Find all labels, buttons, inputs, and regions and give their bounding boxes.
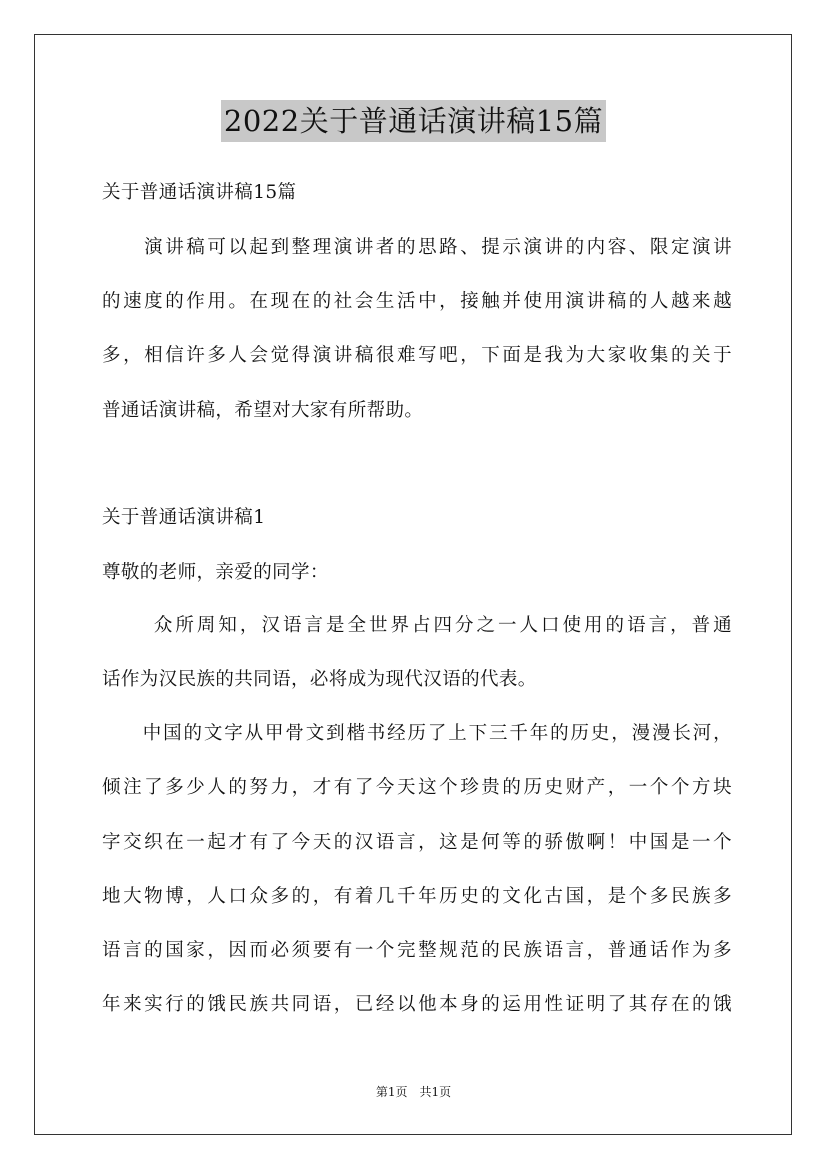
text-line: 演讲稿可以起到整理演讲者的思路、提示演讲的内容、限定演讲 (102, 237, 732, 258)
salutation-line: 尊敬的老师，亲爱的同学： (102, 562, 329, 583)
subtitle-line: 关于普通话演讲稿15篇 (102, 182, 297, 203)
text-line: 众所周知，汉语言是全世界占四分之一人口使用的语言，普通 (102, 615, 732, 636)
text-line: 多，相信许多人会觉得演讲稿很难写吧，下面是我为大家收集的关于 (102, 345, 732, 366)
document-title-text: 2022关于普通话演讲稿15篇 (221, 100, 606, 142)
section-heading: 关于普通话演讲稿1 (102, 507, 266, 528)
document-title (0, 100, 827, 142)
text-line: 中国的文字从甲骨文到楷书经历了上下三千年的历史，漫漫长河， (102, 723, 732, 744)
text-line: 字交织在一起才有了今天的汉语言，这是何等的骄傲啊！中国是一个 (102, 832, 732, 853)
text-line: 语言的国家，因而必须要有一个完整规范的民族语言，普通话作为多 (102, 940, 732, 961)
text-line: 话作为汉民族的共同语，必将成为现代汉语的代表。 (102, 669, 537, 690)
text-line: 地大物博，人口众多的，有着几千年历史的文化古国，是个多民族多 (102, 886, 732, 907)
text-line: 年来实行的饿民族共同语，已经以他本身的运用性证明了其存在的饿 (102, 994, 732, 1015)
page-footer: 第1页 共1页 (375, 1085, 452, 1099)
text-line: 普通话演讲稿，希望对大家有所帮助。 (102, 400, 424, 421)
text-line: 倾注了多少人的努力，才有了今天这个珍贵的历史财产，一个个方块 (102, 777, 732, 798)
text-line: 的速度的作用。在现在的社会生活中，接触并使用演讲稿的人越来越 (102, 291, 732, 312)
